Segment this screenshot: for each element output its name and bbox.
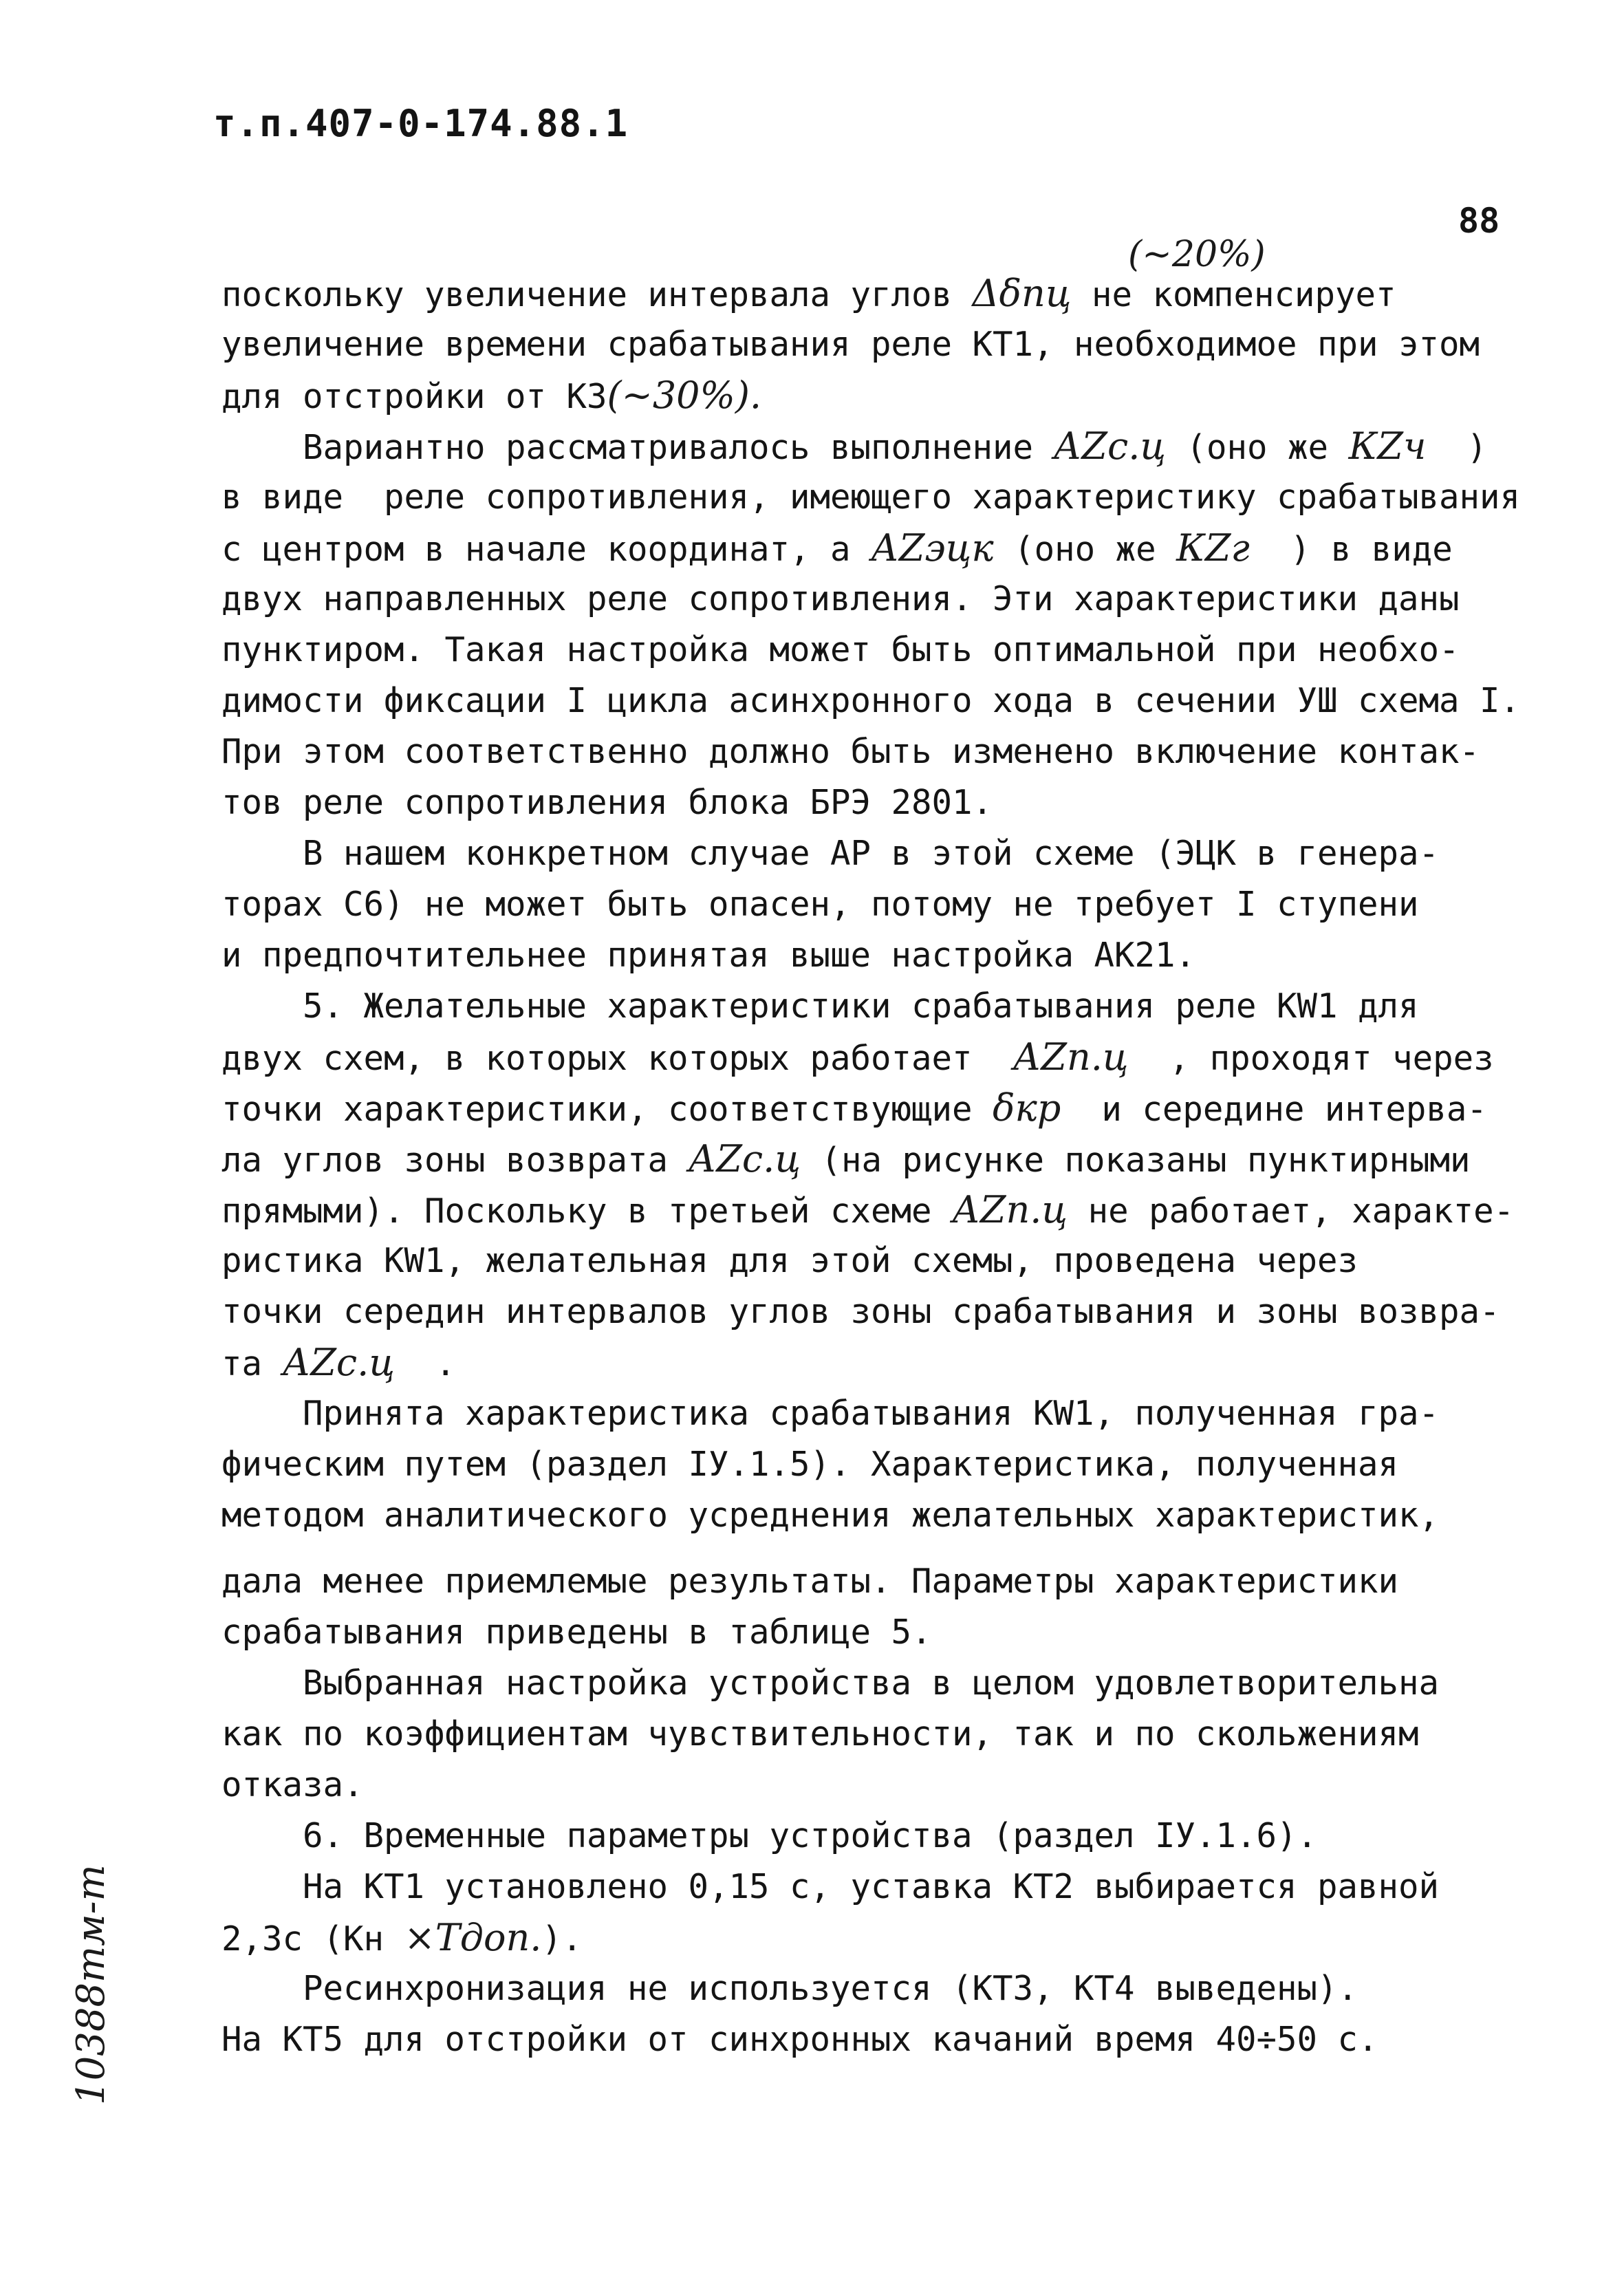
text-segment: та <box>221 1344 283 1383</box>
text-segment: фическим путем (раздел IУ.1.5). Характеристика, полученная <box>221 1445 1399 1484</box>
text-segment: В нашем конкретном случае АР в этой схеме (ЭЦК в генера- <box>221 834 1440 873</box>
page-number: 88 <box>1458 201 1500 241</box>
text-line <box>221 1185 1570 1236</box>
text-line <box>221 777 1570 828</box>
text-segment: двух направленных реле сопротивления. Эти характеристики даны <box>221 579 1460 618</box>
text-segment: и середине интерва- <box>1061 1090 1487 1129</box>
text-line <box>221 1134 1570 1185</box>
text-segment: для отстройки от КЗ <box>221 377 607 416</box>
text-line <box>221 1709 1570 1760</box>
handwritten-insert: КZг <box>1176 526 1250 570</box>
text-line <box>221 1337 1570 1388</box>
text-line <box>221 1083 1570 1134</box>
text-segment: Вариантно рассматривалось выполнение <box>221 428 1054 467</box>
text-line <box>221 879 1570 930</box>
text-line <box>221 472 1570 523</box>
text-line <box>221 981 1570 1032</box>
handwritten-insert: АZс.ц <box>688 1137 801 1180</box>
text-line <box>221 1862 1570 1912</box>
text-segment: не работает, характе- <box>1068 1192 1515 1231</box>
handwritten-insert: δкр <box>993 1086 1061 1130</box>
text-line <box>221 1658 1570 1709</box>
handwritten-insert: АZс.ц <box>282 1341 396 1384</box>
text-segment: не компенсирует <box>1071 275 1396 314</box>
handwritten-insert: (~30%). <box>607 374 762 417</box>
text-segment: (оно же <box>993 530 1177 569</box>
text-segment: в виде реле сопротивления, имеющего характеристику срабатывания <box>221 477 1521 517</box>
text-segment: срабатывания приведены в таблице 5. <box>221 1613 932 1652</box>
text-segment: с центром в начале координат, а <box>221 530 871 569</box>
handwritten-insert: Δδпц <box>972 272 1072 315</box>
text-line <box>221 574 1570 625</box>
text-segment: На КТ5 для отстройки от синхронных качаний время 40÷50 с. <box>221 2020 1378 2059</box>
handwritten-insert: КZч <box>1348 424 1427 468</box>
text-line <box>221 1912 1570 1963</box>
text-segment: (оно же <box>1166 428 1349 467</box>
text-segment: пунктиром. Такая настройка может быть оптимальной при необхо- <box>221 630 1460 669</box>
text-segment: На КТ1 установлено 0,15 с, уставка КТ2 выбирается равной <box>221 1867 1440 1906</box>
text-segment: точки середин интервалов углов зоны срабатывания и зоны возвра- <box>221 1292 1500 1331</box>
archive-number: 10388тм-т <box>69 1864 113 2105</box>
text-line <box>221 1963 1570 2014</box>
text-segment: тов реле сопротивления блока БРЭ 2801. <box>221 783 993 822</box>
text-segment: поскольку увеличение интервала углов <box>221 275 973 314</box>
text-segment: 5. Желательные характеристики срабатывания реле КW1 для <box>221 986 1419 1026</box>
text-segment: ) <box>1426 428 1487 467</box>
text-line <box>221 1556 1570 1607</box>
text-segment: отказа. <box>221 1765 364 1804</box>
text-segment: . <box>395 1344 456 1383</box>
text-line <box>221 1811 1570 1862</box>
text-segment: торах С6) не может быть опасен, потому не требует I ступени <box>221 885 1419 924</box>
text-segment: Принята характеристика срабатывания КW1, полученная гра- <box>221 1394 1440 1433</box>
text-segment: ристика КW1, желательная для этой схемы, проведена через <box>221 1241 1358 1280</box>
text-line <box>221 1032 1570 1083</box>
text-line <box>221 1439 1570 1490</box>
handwritten-insert: АZп.ц <box>952 1188 1068 1231</box>
text-line <box>221 1760 1570 1811</box>
text-segment: увеличение времени срабатывания реле КТ1, необходимое при этом <box>221 325 1480 364</box>
text-segment: ла углов зоны возврата <box>221 1141 689 1180</box>
text-line <box>221 421 1570 472</box>
text-line <box>221 676 1570 726</box>
text-line <box>221 726 1570 777</box>
text-line <box>221 1388 1570 1439</box>
text-segment: как по коэффициентам чувствительности, так и по скольжениям <box>221 1714 1419 1754</box>
text-segment: методом аналитического усреднения желательных характеристик, <box>221 1496 1440 1535</box>
handwritten-note: (~20%) <box>1128 234 1266 275</box>
text-segment: , проходят через <box>1128 1039 1494 1078</box>
text-segment: и предпочтительнее принятая выше настройка АК21. <box>221 936 1196 975</box>
text-line <box>221 523 1570 574</box>
text-segment: двух схем, в которых которых работает <box>221 1039 1013 1078</box>
text-segment: Выбранная настройка устройства в целом удовлетворительна <box>221 1663 1440 1703</box>
text-line <box>221 930 1570 981</box>
text-line <box>221 1286 1570 1337</box>
handwritten-insert: ×Тдоп. <box>404 1916 542 1959</box>
text-line <box>221 1490 1570 1541</box>
text-segment: дала менее приемлемые результаты. Параметры характеристики <box>221 1562 1399 1601</box>
text-segment: При этом соответственно должно быть изменено включение контак- <box>221 732 1480 771</box>
handwritten-insert: АZс.ц <box>1053 424 1167 468</box>
text-line <box>221 268 1570 319</box>
text-segment: 6. Временные параметры устройства (раздел IУ.1.6). <box>221 1816 1318 1855</box>
text-line <box>221 625 1570 676</box>
text-line <box>221 319 1570 370</box>
handwritten-insert: АZп.ц <box>1013 1035 1129 1079</box>
text-segment: точки характеристики, соответствующие <box>221 1090 993 1129</box>
text-line <box>221 2014 1570 2065</box>
text-segment: Ресинхронизация не используется (КТ3, КТ4 выведены). <box>221 1969 1358 2008</box>
text-line <box>221 1236 1570 1286</box>
text-segment: ). <box>541 1919 583 1959</box>
text-segment: 2,3с (Кн <box>221 1919 404 1959</box>
document-body <box>221 268 1570 2065</box>
text-line <box>221 1607 1570 1658</box>
text-segment: ) в виде <box>1249 530 1453 569</box>
document-code: т.п.407-0-174.88.1 <box>213 102 629 145</box>
text-segment: прямыми). Поскольку в третьей схеме <box>221 1192 953 1231</box>
text-line <box>221 370 1570 421</box>
text-line <box>221 828 1570 879</box>
handwritten-insert: АZэцк <box>871 526 994 570</box>
text-segment: (на рисунке показаны пунктирными <box>801 1141 1471 1180</box>
text-segment: димости фиксации I цикла асинхронного хода в сечении УШ схема I. <box>221 681 1521 720</box>
